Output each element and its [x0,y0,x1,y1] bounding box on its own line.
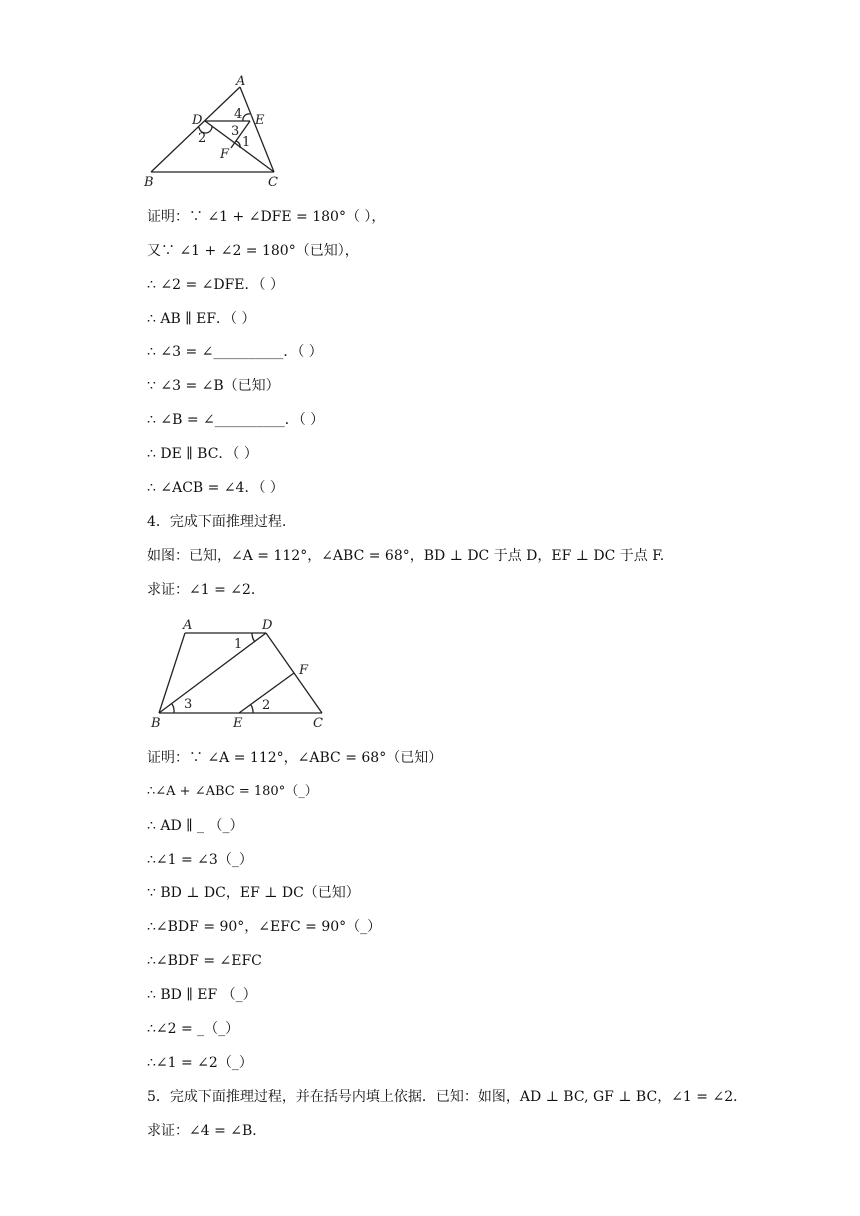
angle-arc-1 [252,633,255,642]
segment-bd [159,633,266,713]
proof1-line-8: ∴ DE ∥ BC．（ ） [147,446,258,462]
proof1-line-9: ∴ ∠ACB = ∠4．（ ） [147,480,284,496]
problem4-given: 如图：已知，∠A = 112°，∠ABC = 68°，BD ⊥ DC 于点 D，EF ⊥ DC 于点 F. [147,548,665,564]
point-c-label: C [313,716,323,731]
point-b-label: B [144,175,154,190]
point-b-label: B [151,716,161,731]
angle-arc-4 [243,114,250,121]
point-f-label: F [220,147,230,162]
angle-3-label: 3 [231,124,240,139]
point-a-label: A [183,618,193,633]
proof2-line-9: ∴∠2 = _（_） [147,1021,240,1037]
point-e-label: E [255,113,265,128]
proof1-line-7: ∴ ∠B = ∠__________．（ ） [147,412,325,428]
proof2-line-3: ∴ AD ∥ _ （_） [147,818,244,834]
proof1-line-4: ∴ AB ∥ EF．（ ） [147,311,256,327]
proof2-line-6: ∴∠BDF = 90°，∠EFC = 90°（_） [147,919,382,935]
proof2-line-7: ∴∠BDF = ∠EFC [147,953,262,969]
angle-4-label: 4 [234,107,243,122]
proof2-line-4: ∴∠1 = ∠3（_） [147,852,253,868]
point-d-label: D [262,618,273,633]
angle-arc-2 [251,705,253,713]
angle-3-label: 3 [184,697,193,712]
proof1-line-2: 又∵ ∠1 + ∠2 = 180°（已知）， [147,243,359,259]
point-c-label: C [268,175,278,190]
trapezoid-figure [145,612,335,734]
proof1-line-1: 证明：∵ ∠1 + ∠DFE = 180°（ ）， [147,209,386,225]
angle-arc-3 [172,704,174,713]
proof1-line-5: ∴ ∠3 = ∠__________．（ ） [147,344,323,360]
proof2-line-2: ∴∠A + ∠ABC = 180°（_） [147,784,318,799]
point-f-label: F [299,663,309,678]
angle-2-label: 2 [262,698,271,713]
proof2-line-8: ∴ BD ∥ EF （_） [147,987,257,1003]
problem4-prove: 求证：∠1 = ∠2． [147,582,265,598]
proof2-line-5: ∵ BD ⊥ DC，EF ⊥ DC（已知） [147,885,360,901]
proof2-line-10: ∴∠1 = ∠2（_） [147,1055,253,1071]
proof1-line-6: ∵ ∠3 = ∠B（已知） [147,378,280,394]
angle-1-label: 1 [234,637,243,652]
point-d-label: D [192,113,203,128]
segment-ab [159,633,185,713]
point-e-label: E [233,716,243,731]
angle-2-label: 2 [198,131,207,146]
proof2-line-1: 证明：∵ ∠A = 112°，∠ABC = 68°（已知） [147,750,443,766]
problem5-prove: 求证：∠4 = ∠B． [147,1123,267,1139]
angle-1-label: 1 [242,135,251,150]
problem5-title: 5．完成下面推理过程，并在括号内填上依据．已知：如图，AD ⊥ BC, GF ⊥ BC，∠1 = ∠2． [147,1089,748,1105]
problem4-title: 4．完成下面推理过程. [147,514,287,530]
proof1-line-3: ∴ ∠2 = ∠DFE．（ ） [147,277,284,293]
triangle-figure [138,72,288,190]
point-a-label: A [236,74,246,89]
